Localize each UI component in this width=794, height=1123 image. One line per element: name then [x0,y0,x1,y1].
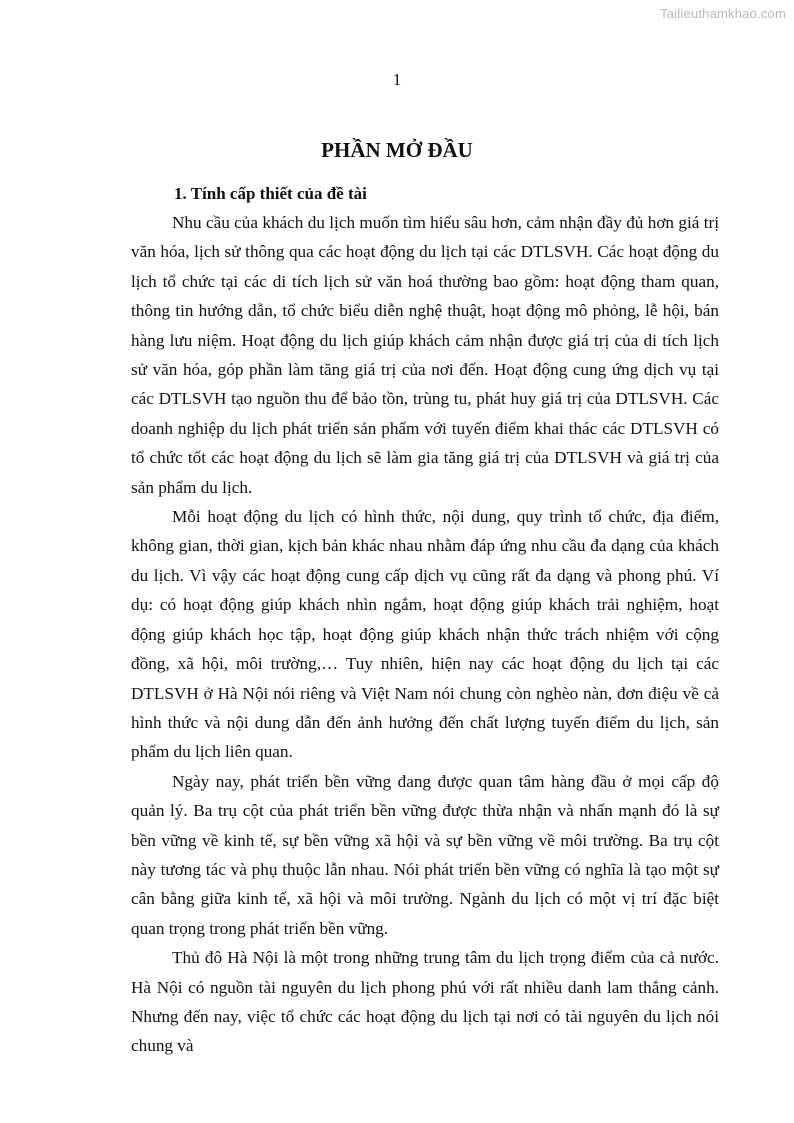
watermark: Tailieuthamkhao.com [660,6,786,21]
page-title: PHẦN MỞ ĐẦU [321,138,473,162]
paragraph: Thủ đô Hà Nội là một trong những trung tâm du lịch trọng điểm của cả nước. Hà Nội có nguồn tài nguyên du lịch phong phú với rất nhiều danh lam thắng cảnh. Nhưng đến nay, việc tổ chức các hoạt động du lịch tại nơi có tài nguyên du lịch nói chung và [131,948,719,1056]
section-heading: 1. Tính cấp thiết của đề tài [174,184,367,203]
document-body [131,208,719,1061]
paragraph: Mỗi hoạt động du lịch có hình thức, nội dung, quy trình tổ chức, địa điểm, không gian, thời gian, kịch bản khác nhau nhằm đáp ứng nhu cầu đa dạng của khách du lịch. Vì vậy các hoạt động cung cấp dịch vụ cũng rất đa dạng và phong phú. Ví dụ: có hoạt động giúp khách nhìn ngắm, hoạt động giúp khách trải nghiệm, hoạt động giúp khách học tập, hoạt động giúp khách nhận thức trách nhiệm với cộng đồng, xã hội, môi trường,… Tuy nhiên, hiện nay các hoạt động du lịch tại các DTLSVH ở Hà Nội nói riêng và Việt Nam nói chung còn nghèo nàn, đơn điệu về cả hình thức và nội dung dẫn đến ảnh hưởng đến chất lượng tuyến điểm du lịch, sản phẩm du lịch liên quan. [131,507,719,762]
paragraph: Nhu cầu của khách du lịch muốn tìm hiểu sâu hơn, cảm nhận đầy đủ hơn giá trị văn hóa, lịch sử thông qua các hoạt động du lịch tại các DTLSVH. Các hoạt động du lịch tổ chức tại các di tích lịch sử văn hoá thường bao gồm: hoạt động tham quan, thông tin hướng dẫn, tổ chức biểu diễn nghệ thuật, hoạt động mô phỏng, lễ hội, bán hàng lưu niệm. Hoạt động du lịch giúp khách cảm nhận được giá trị của di tích lịch sử văn hóa, góp phần làm tăng giá trị của nơi đến. Hoạt động cung ứng dịch vụ tại các DTLSVH tạo nguồn thu để bảo tồn, trùng tu, phát huy giá trị của DTLSVH. Các doanh nghiệp du lịch phát triển sản phẩm với tuyến điểm khai thác các DTLSVH có tổ chức tốt các hoạt động du lịch sẽ làm gia tăng giá trị của DTLSVH và giá trị của sản phẩm du lịch. [131,213,719,497]
paragraph: Ngày nay, phát triển bền vững đang được quan tâm hàng đầu ở mọi cấp độ quản lý. Ba trụ cột của phát triển bền vững được thừa nhận và nhấn mạnh đó là sự bền vững về kinh tế, sự bền vững xã hội và sự bền vững về môi trường. Ba trụ cột này tương tác và phụ thuộc lẫn nhau. Nói phát triển bền vững có nghĩa là tạo một sự cân bằng giữa kinh tế, xã hội và môi trường. Ngành du lịch có một vị trí đặc biệt quan trọng trong phát triển bền vững. [131,771,719,938]
page-number: 1 [392,70,402,89]
